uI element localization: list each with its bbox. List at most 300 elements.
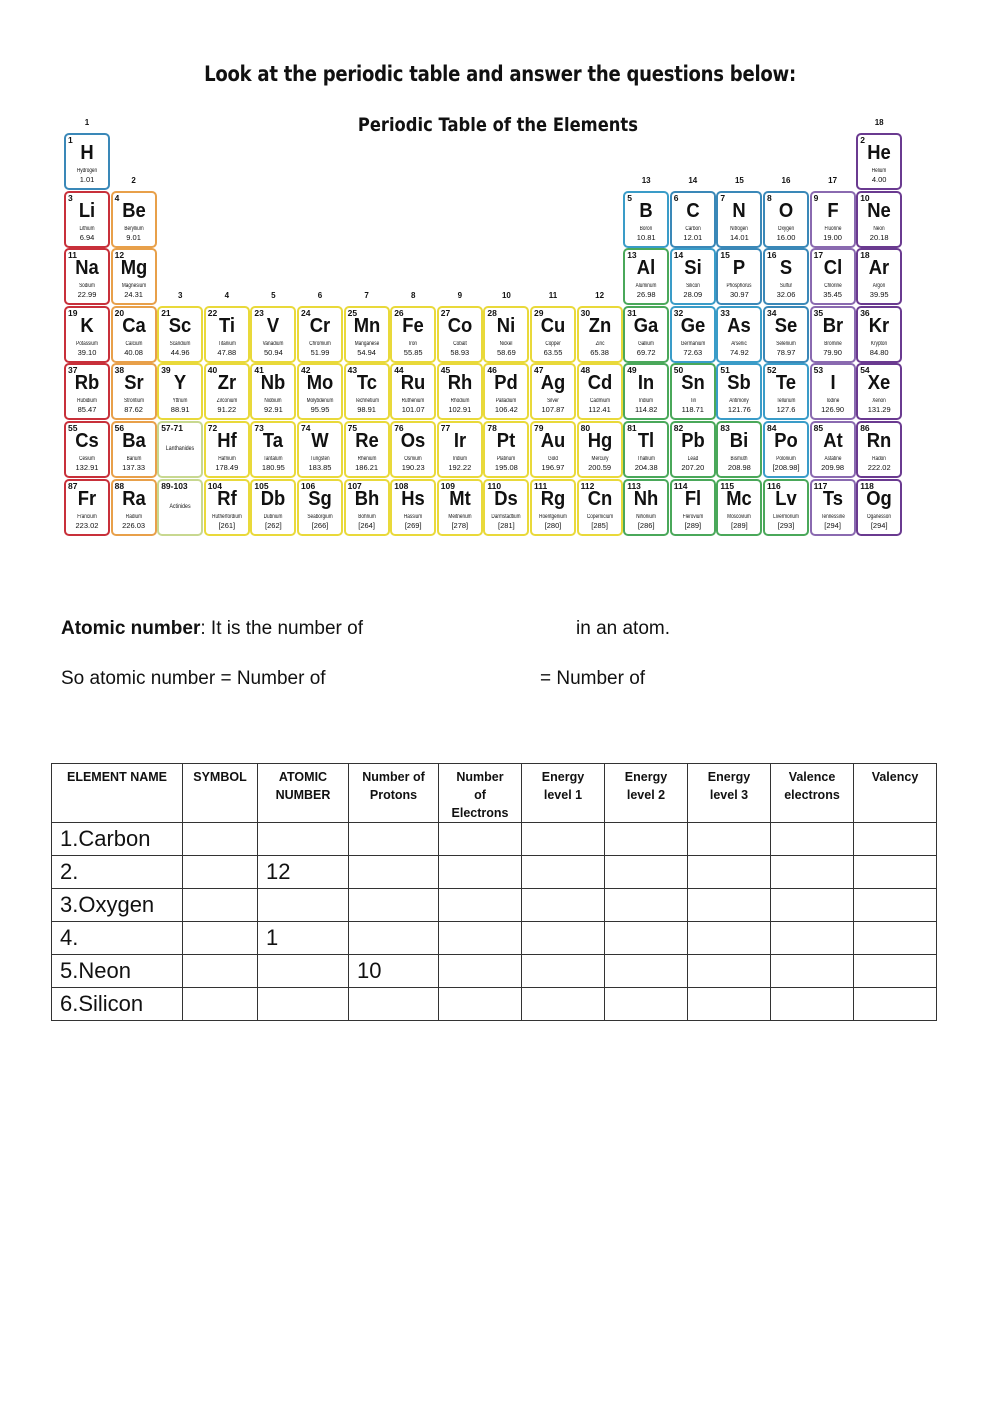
atomic-number: 20 — [114, 307, 125, 318]
atomic-weight: 30.97 — [730, 290, 749, 300]
element-symbol: K — [80, 314, 94, 337]
atomic-weight: 78.97 — [776, 347, 796, 357]
answer-cell[interactable] — [688, 955, 771, 988]
element-name: Radium — [125, 513, 142, 520]
atomic-number: 117 — [813, 480, 828, 491]
element-cell-f — [810, 191, 856, 248]
atomic-number: 46 — [487, 365, 497, 376]
answer-cell[interactable] — [349, 889, 439, 922]
element-name: Chlorine — [823, 283, 842, 290]
element-name: Cobalt — [453, 340, 467, 347]
answer-cell[interactable] — [183, 955, 258, 988]
element-symbol: Nh — [633, 487, 659, 510]
element-symbol: Au — [540, 430, 566, 452]
atomic-weight: [281] — [498, 520, 515, 530]
element-cell-se — [763, 306, 809, 363]
element-name: Niobium — [264, 398, 282, 405]
atomic-weight: 85.47 — [77, 405, 97, 415]
element-cell-cl — [810, 248, 856, 305]
atomic-weight: 200.59 — [588, 463, 612, 472]
element-cell-lv — [763, 479, 809, 536]
atomic-number: 25 — [347, 307, 358, 318]
element-name: Gold — [548, 456, 558, 462]
answer-cell[interactable] — [771, 955, 854, 988]
answer-cell[interactable] — [522, 889, 605, 922]
element-name: Helium — [871, 168, 887, 174]
answer-cell[interactable] — [688, 889, 771, 922]
atomic-number: 110 — [487, 480, 502, 491]
element-symbol: Zr — [217, 372, 236, 395]
atomic-number: 14 — [673, 250, 684, 261]
answer-cell[interactable] — [183, 922, 258, 955]
element-name: Seaborgium — [307, 513, 333, 520]
answer-cell[interactable] — [349, 988, 439, 1021]
element-symbol: Rg — [540, 487, 566, 510]
element-name: Boron — [639, 225, 653, 232]
element-symbol: Ca — [121, 314, 146, 337]
atomic-weight: 6.94 — [79, 232, 95, 242]
answer-cell[interactable] — [688, 922, 771, 955]
element-symbol: Ba — [121, 430, 146, 452]
answer-cell[interactable] — [854, 922, 937, 955]
group-label: 12 — [595, 290, 605, 300]
atomic-number: 81 — [627, 423, 637, 433]
element-symbol: B — [639, 199, 653, 222]
element-name: Potassium — [76, 340, 98, 347]
series-cell-lanthanides — [157, 421, 203, 478]
atomic-number: 36 — [860, 307, 870, 318]
element-symbol: Db — [261, 487, 286, 510]
element-cell-ba — [111, 421, 157, 478]
answer-cell[interactable] — [349, 856, 439, 889]
table-row — [52, 889, 937, 922]
element-symbol: Ne — [867, 199, 891, 222]
element-symbol: Ga — [633, 314, 659, 337]
element-cell-w — [297, 421, 343, 478]
answer-cell[interactable] — [183, 988, 258, 1021]
atomic-number: 74 — [301, 423, 311, 433]
element-cell-ru — [390, 363, 436, 420]
atomic-weight: 39.95 — [869, 290, 889, 300]
atomic-number: 82 — [673, 423, 684, 433]
atomic-weight: 178.49 — [215, 463, 239, 472]
answer-cell[interactable] — [349, 922, 439, 955]
element-symbol: Pt — [497, 430, 516, 452]
element-symbol: Lv — [775, 487, 797, 510]
element-symbol: H — [80, 142, 94, 164]
atomic-number: 112 — [580, 480, 595, 491]
answer-cell[interactable] — [439, 955, 522, 988]
column-header-line: electrons — [784, 788, 840, 802]
answer-cell[interactable] — [688, 856, 771, 889]
element-name: Lead — [687, 456, 699, 462]
question-line-1 — [61, 618, 363, 640]
atomic-number: 78 — [487, 423, 497, 433]
element-cell-ra — [111, 479, 157, 536]
element-cell-nb — [250, 363, 296, 420]
atomic-number: 111 — [534, 480, 548, 491]
group-label: 2 — [131, 175, 136, 185]
atomic-number: 1 — [68, 135, 73, 145]
element-cell-o — [763, 191, 809, 248]
element-cell-mn — [344, 306, 390, 363]
element-cell-sg — [297, 479, 343, 536]
atomic-weight: 195.08 — [494, 463, 518, 472]
atomic-weight: [289] — [731, 520, 748, 530]
element-cell-sc — [157, 306, 203, 363]
atomic-weight: [264] — [358, 520, 375, 530]
column-header-line: Electrons — [451, 806, 509, 820]
atomic-weight: 44.96 — [170, 347, 190, 357]
element-name-cell: 3.Oxygen — [52, 889, 183, 922]
atomic-weight: 65.38 — [590, 347, 609, 357]
atomic-number: 108 — [394, 480, 409, 491]
atomic-weight: 40.08 — [124, 347, 143, 357]
atomic-number: 40 — [207, 365, 218, 376]
answer-cell[interactable] — [258, 823, 349, 856]
element-cell-mo — [297, 363, 343, 420]
atomic-number: 43 — [347, 365, 358, 376]
atomic-weight: 9.01 — [126, 232, 141, 242]
element-symbol: Kr — [868, 314, 890, 337]
atomic-number: 27 — [440, 307, 451, 318]
answer-cell[interactable] — [771, 823, 854, 856]
answer-cell[interactable] — [771, 988, 854, 1021]
table-row — [52, 823, 937, 856]
element-name: Iron — [409, 340, 418, 347]
atomic-weight: 84.80 — [869, 347, 889, 357]
element-symbol: Rh — [447, 372, 473, 395]
atomic-number: 41 — [254, 365, 264, 376]
column-header — [258, 764, 349, 823]
answer-cell[interactable] — [522, 955, 605, 988]
answer-cell[interactable] — [771, 922, 854, 955]
element-symbol: Pb — [681, 430, 705, 452]
element-name: Zinc — [595, 340, 605, 347]
element-cell-xe — [856, 363, 902, 420]
answer-cell[interactable]: 1 — [258, 922, 349, 955]
element-cell-p — [716, 248, 762, 305]
element-cell-al — [623, 248, 669, 305]
element-symbol: Ge — [680, 314, 706, 337]
atomic-weight: 118.71 — [681, 405, 704, 415]
element-cell-bh — [344, 479, 390, 536]
atomic-number: 23 — [254, 307, 264, 318]
atomic-number: 50 — [673, 365, 684, 376]
atomic-number: 42 — [301, 365, 311, 376]
element-symbol: Al — [636, 257, 656, 280]
atomic-weight: 126.90 — [821, 405, 845, 415]
element-name: Iodine — [826, 398, 839, 405]
answer-cell[interactable]: 10 — [349, 955, 439, 988]
element-symbol: Mn — [353, 314, 380, 337]
element-symbol: S — [779, 257, 793, 280]
atomic-weight: 54.94 — [357, 347, 376, 357]
atomic-number: 52 — [767, 365, 777, 376]
element-cell-mt — [437, 479, 483, 536]
group-label: 16 — [781, 175, 791, 185]
answer-cell[interactable] — [605, 922, 688, 955]
element-symbol: Mc — [726, 487, 753, 510]
series-range: 89-103 — [161, 480, 188, 491]
atomic-number: 28 — [487, 307, 497, 318]
atomic-number: 104 — [207, 480, 222, 491]
element-cell-nh — [623, 479, 669, 536]
element-symbol: As — [727, 314, 752, 337]
element-cell-cr — [297, 306, 343, 363]
column-header-line: Valence — [788, 770, 836, 784]
element-symbol: Co — [447, 314, 473, 337]
element-cell-ge — [670, 306, 716, 363]
column-header-line: NUMBER — [275, 788, 331, 802]
answer-cell[interactable] — [439, 922, 522, 955]
answer-cell[interactable] — [522, 988, 605, 1021]
element-symbol: N — [732, 199, 747, 222]
answer-cell[interactable] — [439, 856, 522, 889]
atomic-number: 33 — [720, 307, 730, 318]
column-header — [688, 764, 771, 823]
atomic-weight: 114.82 — [634, 405, 658, 415]
answer-cell[interactable] — [183, 889, 258, 922]
table-row — [52, 856, 937, 889]
atomic-weight: 16.00 — [776, 232, 796, 242]
element-cell-sb — [716, 363, 762, 420]
atomic-weight: 26.98 — [636, 290, 656, 300]
atomic-number: 118 — [860, 480, 874, 491]
question-2-part-b: = Number of — [540, 668, 646, 689]
element-name: Cesium — [79, 456, 95, 462]
atomic-weight: 24.31 — [124, 290, 143, 300]
element-symbol: Cd — [587, 372, 612, 395]
element-symbol: Si — [684, 257, 702, 280]
worksheet-instruction: Look at the periodic table and answer the questions below: — [204, 62, 796, 86]
element-symbol: Sn — [681, 372, 705, 395]
element-cell-pb — [670, 421, 716, 478]
answer-cell[interactable] — [439, 823, 522, 856]
element-name-cell: 4. — [52, 922, 183, 955]
atomic-number: 6 — [673, 192, 679, 203]
element-symbol: Br — [822, 314, 843, 337]
answer-cell[interactable] — [605, 955, 688, 988]
atomic-weight: [269] — [404, 520, 422, 530]
element-cell-sn — [670, 363, 716, 420]
element-name: Tin — [689, 398, 696, 405]
question-1-part-a: : It is the number of — [200, 618, 363, 639]
element-symbol: Ag — [540, 372, 566, 395]
atomic-weight: 69.72 — [636, 347, 656, 357]
element-symbol: Ra — [121, 487, 146, 510]
atomic-number: 13 — [627, 250, 637, 261]
element-name: Iridium — [452, 456, 467, 462]
answer-cell[interactable] — [854, 856, 937, 889]
element-name: Sulfur — [779, 283, 793, 290]
answer-cell[interactable] — [522, 823, 605, 856]
element-name: Xenon — [872, 398, 886, 405]
element-cell-ga — [623, 306, 669, 363]
atomic-number: 53 — [813, 365, 824, 376]
atomic-weight: [293] — [777, 520, 795, 530]
element-symbol: F — [826, 199, 839, 222]
element-symbol: Rb — [74, 372, 100, 395]
element-cell-li — [64, 191, 110, 248]
element-cell-rn — [856, 421, 902, 478]
element-symbol: Ta — [263, 430, 284, 452]
answer-cell[interactable]: 12 — [258, 856, 349, 889]
element-cell-au — [530, 421, 576, 478]
element-cell-br — [810, 306, 856, 363]
element-cell-n — [716, 191, 762, 248]
element-symbol: Se — [774, 314, 798, 337]
element-name-cell: 1.Carbon — [52, 823, 183, 856]
atomic-number: 44 — [394, 365, 404, 376]
atomic-weight: 107.87 — [541, 405, 565, 415]
atomic-number: 9 — [813, 192, 819, 203]
element-cell-cu — [530, 306, 576, 363]
element-cell-he — [856, 133, 902, 190]
answer-cell[interactable] — [522, 922, 605, 955]
column-header-line: Number of — [362, 770, 425, 784]
element-cell-hg — [577, 421, 623, 478]
element-symbol: Fr — [77, 487, 97, 510]
atomic-number: 77 — [440, 423, 451, 433]
answer-cell[interactable] — [439, 889, 522, 922]
column-header-line: Energy — [624, 770, 668, 784]
element-cell-rg — [530, 479, 576, 536]
element-cell-ir — [437, 421, 483, 478]
element-cell-bi — [716, 421, 762, 478]
element-symbol: Tl — [638, 430, 655, 452]
atomic-number: 80 — [580, 423, 591, 433]
element-cell-co — [437, 306, 483, 363]
atomic-weight: 207.20 — [681, 463, 705, 472]
atomic-number: 35 — [813, 307, 824, 318]
column-header-line: Valency — [871, 770, 919, 784]
question-2-part-a: So atomic number = Number of — [61, 668, 326, 689]
element-symbol: Cs — [75, 430, 99, 452]
element-symbol: Rn — [866, 430, 892, 452]
group-label: 4 — [224, 290, 230, 300]
atomic-number: 24 — [301, 307, 311, 318]
element-symbol: Mt — [449, 487, 471, 510]
answer-cell[interactable] — [522, 856, 605, 889]
element-name: Bismuth — [730, 456, 748, 462]
group-label: 11 — [548, 290, 558, 300]
element-symbol: Sb — [727, 372, 752, 395]
answer-cell[interactable] — [854, 955, 937, 988]
element-name: Technetium — [354, 398, 379, 405]
element-cell-rh — [437, 363, 483, 420]
atomic-weight: 112.41 — [588, 405, 611, 415]
element-symbol: Ni — [497, 314, 516, 337]
answer-cell[interactable] — [771, 889, 854, 922]
atomic-weight: 137.33 — [122, 463, 146, 472]
element-symbol: O — [778, 199, 794, 222]
element-name: Nickel — [500, 340, 513, 347]
atomic-weight: 19.00 — [823, 232, 842, 242]
element-name: Strontium — [123, 398, 144, 405]
atomic-weight: 14.01 — [730, 232, 749, 242]
element-name: Beryllium — [123, 225, 144, 232]
element-cell-h — [64, 133, 110, 190]
element-cell-b — [623, 191, 669, 248]
element-cell-mc — [716, 479, 762, 536]
answer-cell[interactable] — [688, 823, 771, 856]
answer-cell[interactable] — [605, 988, 688, 1021]
element-cell-mg — [111, 248, 157, 305]
atomic-weight: 190.23 — [401, 463, 425, 472]
element-name: Astatine — [824, 456, 842, 462]
element-name: Vanadium — [263, 340, 284, 347]
atomic-weight: 28.09 — [683, 290, 703, 300]
atomic-weight: 102.91 — [448, 405, 472, 415]
answer-cell[interactable] — [183, 856, 258, 889]
atomic-number: 87 — [68, 480, 78, 491]
answer-cell[interactable] — [258, 889, 349, 922]
answer-cell[interactable] — [605, 823, 688, 856]
column-header-line: Energy — [707, 770, 751, 784]
element-symbol: Re — [354, 430, 379, 452]
column-header — [771, 764, 854, 823]
element-name: Tennessine — [820, 513, 845, 520]
element-cell-zr — [204, 363, 250, 420]
atomic-number: 8 — [767, 192, 772, 203]
element-name-cell: 5.Neon — [52, 955, 183, 988]
element-cell-hf — [204, 421, 250, 478]
answer-cell[interactable] — [854, 889, 937, 922]
element-cell-rb — [64, 363, 110, 420]
answer-cell[interactable] — [771, 856, 854, 889]
atomic-number: 79 — [534, 423, 544, 433]
atomic-number: 47 — [534, 365, 544, 376]
element-cell-pt — [483, 421, 529, 478]
table-row — [52, 988, 937, 1021]
answer-cell[interactable] — [605, 889, 688, 922]
element-symbol: Mg — [120, 257, 147, 280]
element-name: Titanium — [217, 340, 236, 347]
group-label: 14 — [688, 175, 698, 185]
element-cell-ni — [483, 306, 529, 363]
atomic-number: 7 — [720, 192, 726, 203]
answer-cell[interactable] — [258, 955, 349, 988]
answer-cell[interactable] — [183, 823, 258, 856]
answer-cell[interactable] — [854, 823, 937, 856]
element-name: Platinum — [497, 456, 516, 462]
atomic-weight: 91.22 — [217, 405, 237, 415]
element-name: Germanium — [680, 340, 706, 347]
answer-cell[interactable] — [439, 988, 522, 1021]
element-cell-ne — [856, 191, 902, 248]
answer-cell[interactable] — [258, 988, 349, 1021]
answer-cell[interactable] — [854, 988, 937, 1021]
atomic-weight: 55.85 — [403, 347, 423, 357]
answer-cell[interactable] — [349, 823, 439, 856]
table-row — [52, 922, 937, 955]
group-label: 8 — [410, 290, 416, 300]
answer-cell[interactable] — [688, 988, 771, 1021]
element-name: Darmstadtium — [491, 513, 521, 520]
element-cell-og — [856, 479, 902, 536]
element-cell-rf — [204, 479, 250, 536]
element-symbol: Ru — [400, 372, 426, 395]
answer-cell[interactable] — [605, 856, 688, 889]
column-header-line: level 3 — [709, 788, 749, 802]
element-symbol: Zn — [588, 314, 611, 337]
element-cell-k — [64, 306, 110, 363]
element-cell-ts — [810, 479, 856, 536]
atomic-number: 26 — [394, 307, 404, 318]
atomic-number: 3 — [68, 192, 73, 203]
column-header-line: level 2 — [626, 788, 666, 802]
